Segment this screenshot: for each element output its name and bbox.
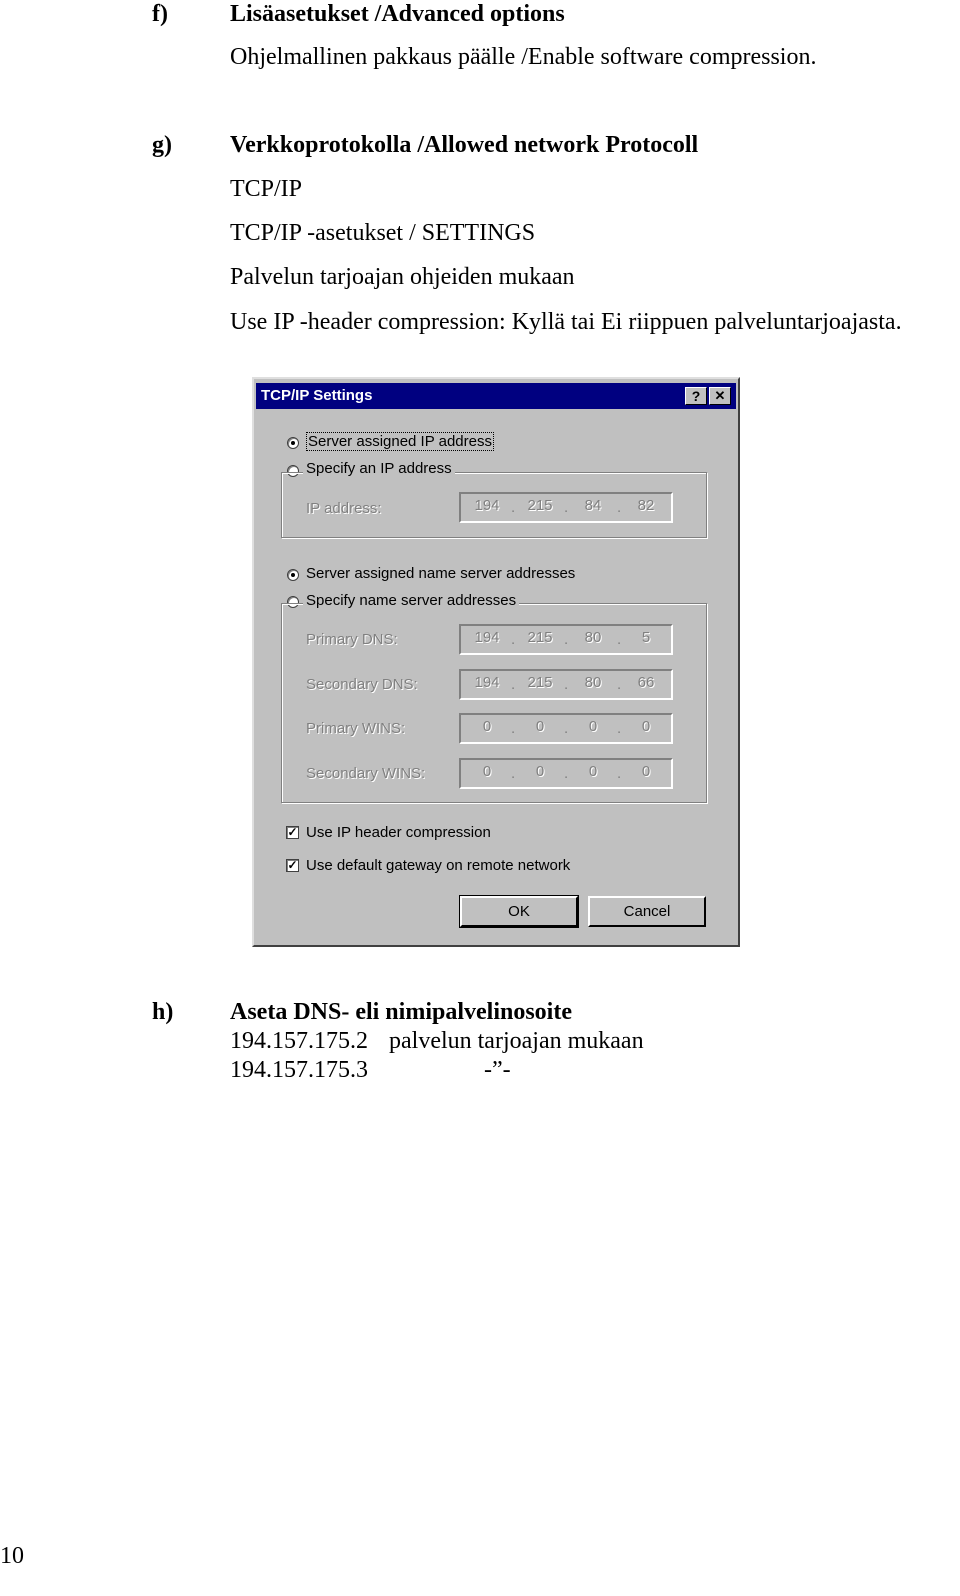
octet: 0	[535, 718, 545, 735]
label-secondary-wins: Secondary WINS:	[306, 765, 426, 782]
label-primary-dns: Primary DNS:	[306, 631, 398, 648]
octet: 215	[527, 674, 553, 691]
close-button[interactable]: ✕	[709, 387, 731, 405]
octet: 66	[637, 674, 655, 691]
octet: 80	[584, 674, 602, 691]
section-f-heading: Lisäasetukset /Advanced options	[230, 1, 565, 27]
label-server-assigned-ip: Server assigned IP address	[308, 433, 492, 450]
section-g-line-4: Use IP -header compression: Kyllä tai Ei riippuen palveluntarjoajasta.	[230, 309, 902, 335]
octet-dot: .	[617, 765, 622, 782]
section-g-marker: g)	[152, 132, 172, 158]
label-specify-dns: Specify name server addresses	[303, 592, 519, 609]
octet: 0	[641, 718, 651, 735]
section-g-line-1: TCP/IP	[230, 176, 303, 202]
dialog-titlebar	[256, 383, 736, 409]
octet-dot: .	[617, 720, 622, 737]
octet: 215	[527, 629, 553, 646]
octet-dot: .	[564, 499, 569, 516]
help-button[interactable]: ?	[685, 387, 707, 405]
section-f-marker: f)	[152, 1, 168, 27]
radio-server-assigned-ip[interactable]	[287, 437, 299, 449]
octet-dot: .	[564, 765, 569, 782]
octet-dot: .	[511, 720, 516, 737]
secondary-dns-field[interactable]	[459, 669, 673, 700]
octet: 0	[588, 763, 598, 780]
octet: 0	[482, 763, 492, 780]
octet-dot: .	[511, 631, 516, 648]
primary-wins-field[interactable]	[459, 713, 673, 744]
octet: 84	[584, 497, 602, 514]
section-h-heading: Aseta DNS- eli nimipalvelinosoite	[230, 999, 572, 1025]
label-specify-ip: Specify an IP address	[303, 460, 455, 477]
octet: 5	[641, 629, 651, 646]
section-g-line-3: Palvelun tarjoajan ohjeiden mukaan	[230, 264, 575, 290]
dialog-title: TCP/IP Settings	[261, 387, 373, 404]
tcpip-settings-dialog	[252, 377, 740, 947]
octet: 0	[482, 718, 492, 735]
label-secondary-dns: Secondary DNS:	[306, 676, 418, 693]
checkbox-default-gateway[interactable]: ✓	[287, 858, 298, 872]
octet: 194	[474, 497, 500, 514]
section-h-marker: h)	[152, 999, 174, 1025]
secondary-wins-field[interactable]	[459, 758, 673, 789]
dns-address-2: 194.157.175.3	[230, 1057, 368, 1083]
label-server-assigned-dns: Server assigned name server addresses	[306, 565, 576, 582]
octet: 194	[474, 629, 500, 646]
label-ip-header-compression: Use IP header compression	[306, 824, 491, 841]
cancel-button[interactable]: Cancel	[588, 896, 706, 927]
ok-button[interactable]: OK	[460, 896, 578, 927]
octet-dot: .	[564, 631, 569, 648]
octet-dot: .	[617, 676, 622, 693]
radio-server-assigned-dns[interactable]	[287, 569, 299, 581]
checkbox-ip-header-compression[interactable]: ✓	[287, 825, 298, 839]
dns-address-1: 194.157.175.2	[230, 1028, 368, 1054]
section-g-heading: Verkkoprotokolla /Allowed network Protocoll	[230, 132, 699, 158]
label-primary-wins: Primary WINS:	[306, 720, 406, 737]
octet-dot: .	[564, 676, 569, 693]
dns-address-1-note: palvelun tarjoajan mukaan	[389, 1028, 644, 1054]
octet: 194	[474, 674, 500, 691]
octet: 0	[535, 763, 545, 780]
octet-dot: .	[511, 499, 516, 516]
section-f-line: Ohjelmallinen pakkaus päälle /Enable software compression.	[230, 44, 817, 70]
octet-dot: .	[564, 720, 569, 737]
octet-dot: .	[617, 499, 622, 516]
dns-address-2-note: -”-	[484, 1057, 511, 1083]
octet-dot: .	[617, 631, 622, 648]
octet: 0	[641, 763, 651, 780]
section-g-line-2: TCP/IP -asetukset / SETTINGS	[230, 220, 536, 246]
page-number: 10	[0, 1543, 24, 1569]
octet: 0	[588, 718, 598, 735]
octet: 82	[637, 497, 655, 514]
octet: 215	[527, 497, 553, 514]
primary-dns-field[interactable]	[459, 624, 673, 655]
octet-dot: .	[511, 765, 516, 782]
octet-dot: .	[511, 676, 516, 693]
label-ip-address: IP address:	[306, 500, 382, 517]
ip-address-field[interactable]	[459, 492, 673, 523]
octet: 80	[584, 629, 602, 646]
label-default-gateway: Use default gateway on remote network	[306, 857, 571, 874]
